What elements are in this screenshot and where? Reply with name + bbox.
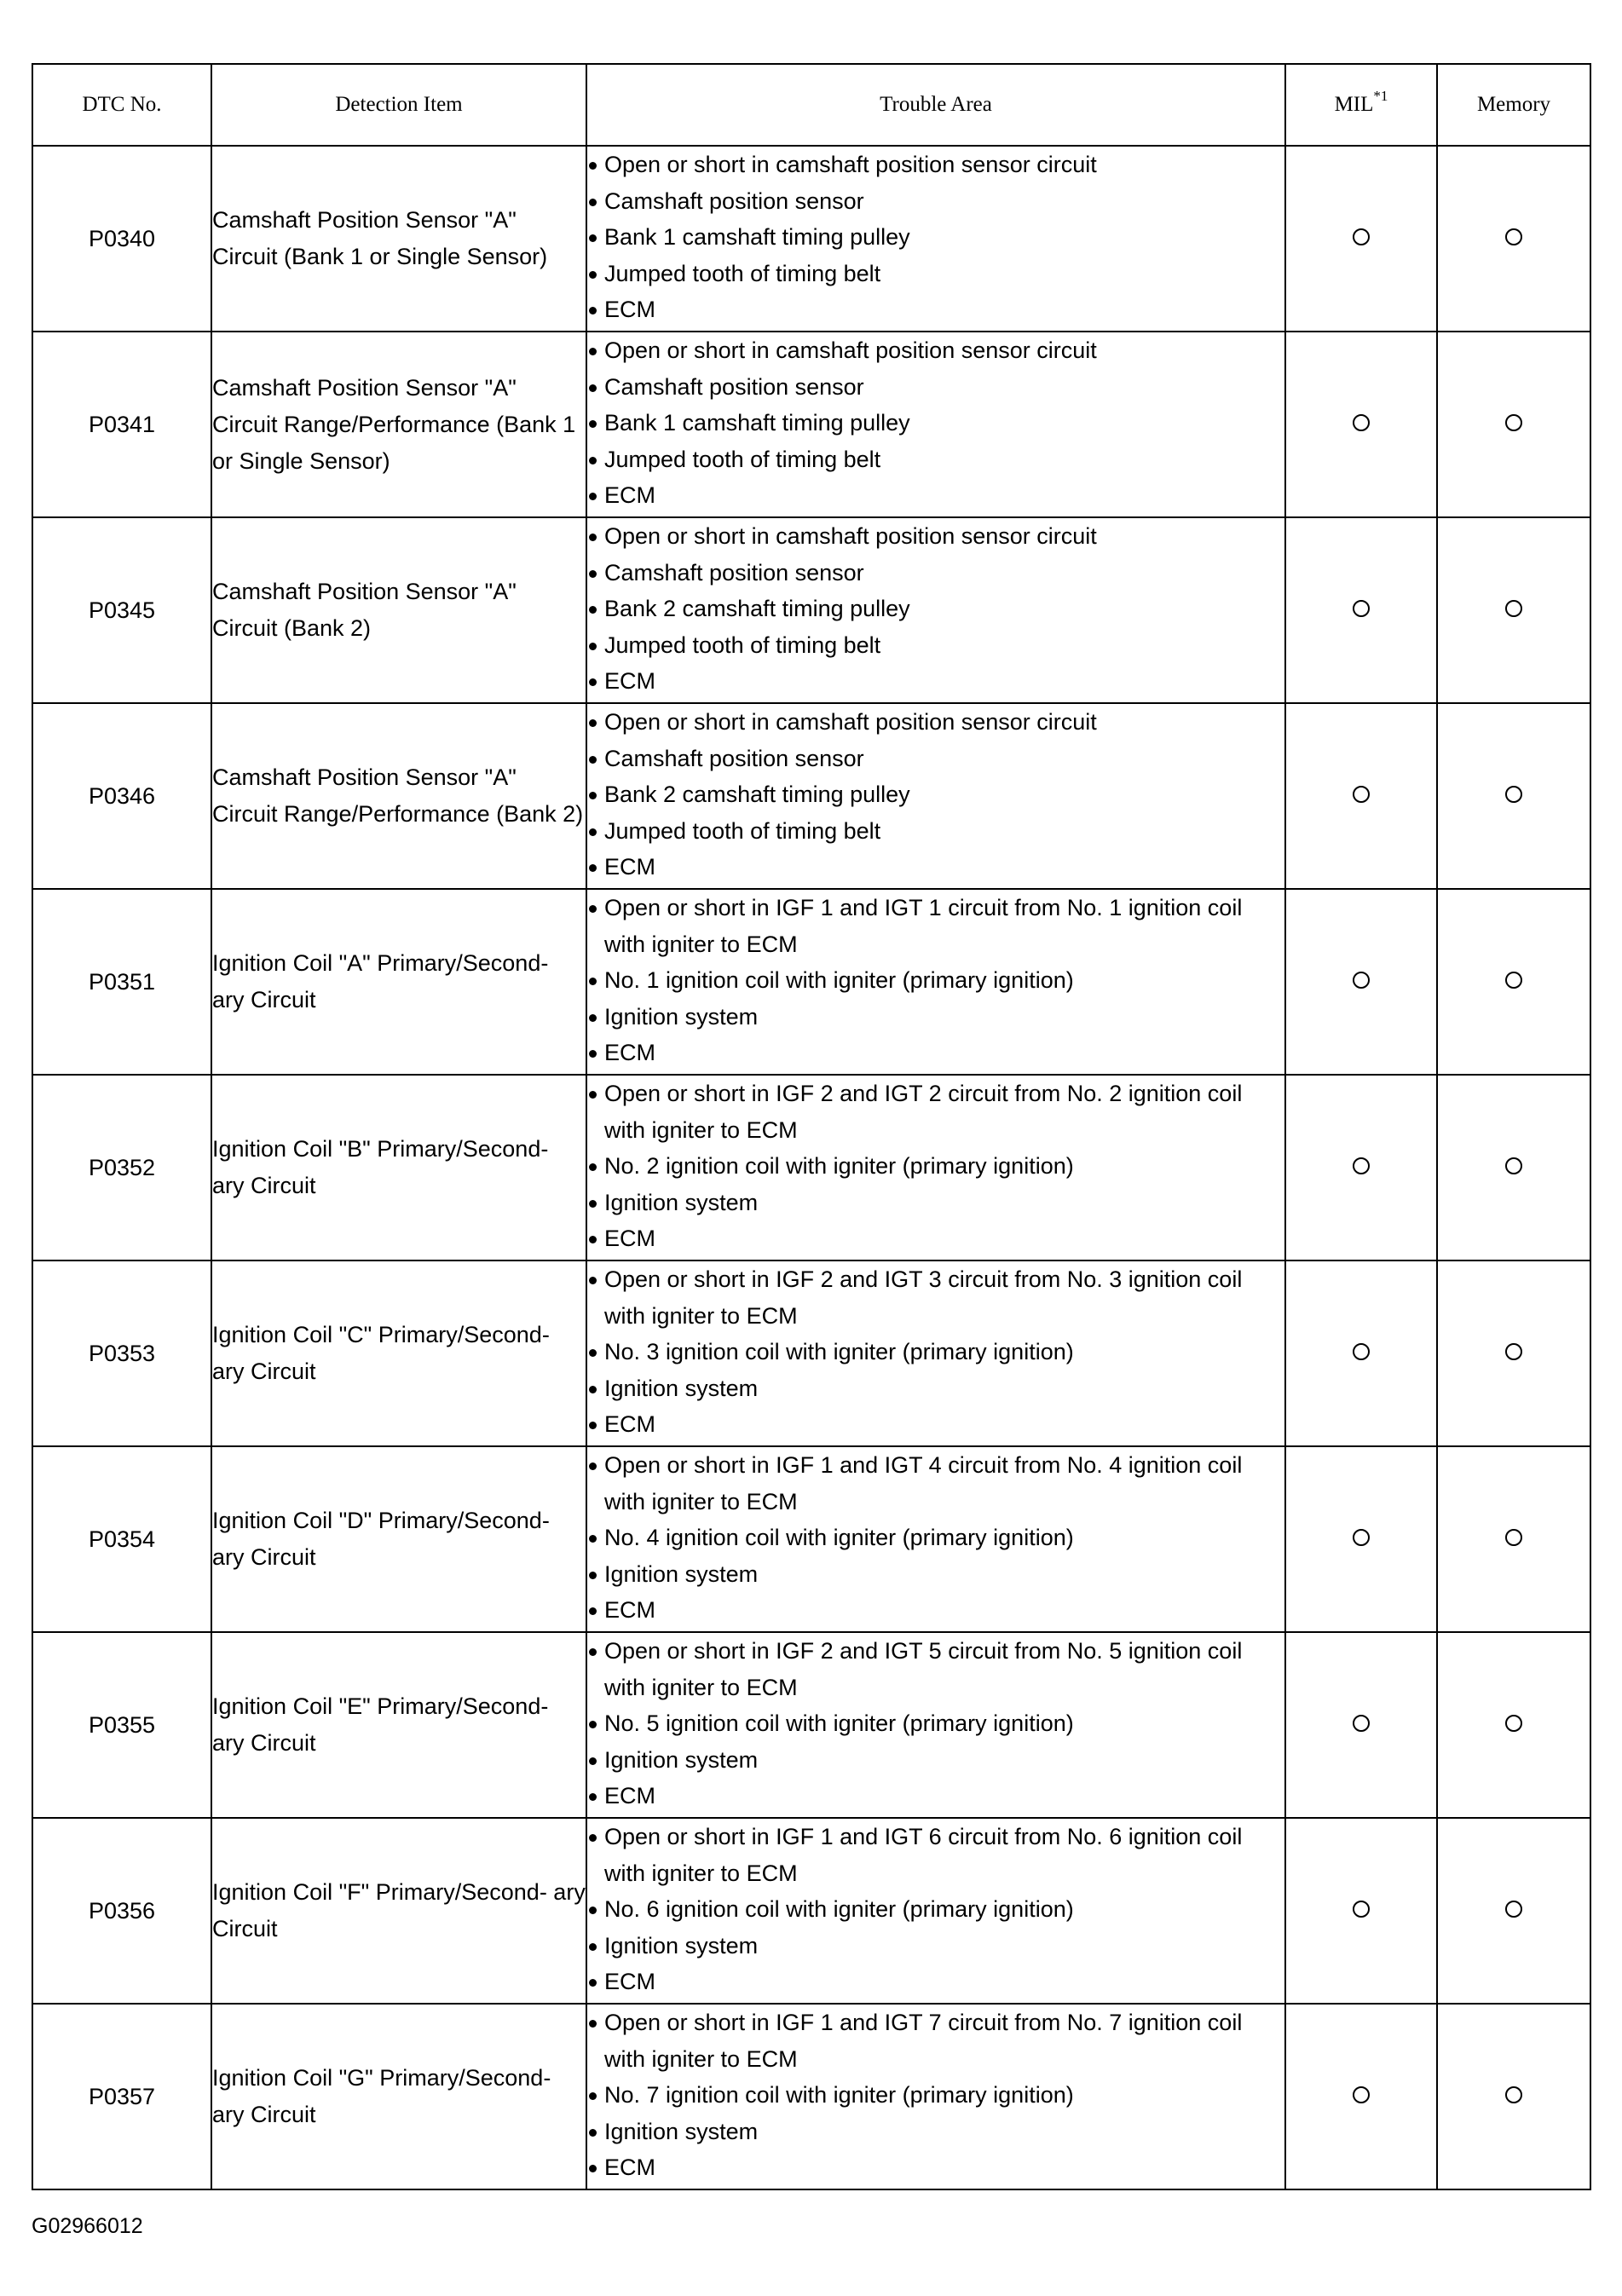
header-mil-label: MIL xyxy=(1334,93,1374,116)
trouble-area-list xyxy=(587,2005,1284,2186)
trouble-area-item: Camshaft position sensor xyxy=(587,369,1284,406)
mil-circle-icon xyxy=(1353,972,1370,989)
trouble-area-item: No. 4 ignition coil with igniter (primary ignition) xyxy=(587,1520,1284,1556)
mil-circle-icon xyxy=(1353,1901,1370,1918)
trouble-area-list xyxy=(587,332,1284,514)
trouble-area-item: Open or short in IGF 2 and IGT 3 circuit from No. 3 ignition coil with igniter to ECM xyxy=(587,1261,1284,1334)
trouble-area-item: No. 6 ignition coil with igniter (primary ignition) xyxy=(587,1891,1284,1928)
detection-item: Ignition Coil "E" Primary/Second- ary Circuit xyxy=(211,1632,586,1818)
memory-circle-icon xyxy=(1505,228,1522,245)
memory-circle-icon xyxy=(1505,1529,1522,1546)
trouble-area-item: Camshaft position sensor xyxy=(587,183,1284,220)
dtc-code: P0356 xyxy=(32,1818,211,2004)
trouble-area-item: Open or short in IGF 1 and IGT 7 circuit from No. 7 ignition coil with igniter to ECM xyxy=(587,2005,1284,2077)
trouble-area-list xyxy=(587,518,1284,700)
trouble-area xyxy=(586,517,1285,703)
trouble-area-item: Open or short in camshaft position sensor circuit xyxy=(587,147,1284,183)
trouble-area-item: ECM xyxy=(587,1964,1284,2000)
header-dtc-no: DTC No. xyxy=(32,64,211,146)
trouble-area-item: Bank 1 camshaft timing pulley xyxy=(587,405,1284,441)
trouble-area xyxy=(586,1632,1285,1818)
trouble-area-item: Camshaft position sensor xyxy=(587,555,1284,591)
table-row xyxy=(32,889,1590,1075)
trouble-area-item: Open or short in IGF 1 and IGT 4 circuit from No. 4 ignition coil with igniter to ECM xyxy=(587,1447,1284,1520)
header-trouble-area: Trouble Area xyxy=(586,64,1285,146)
trouble-area-item: Open or short in camshaft position sensor circuit xyxy=(587,518,1284,555)
table-row xyxy=(32,1075,1590,1260)
memory-circle-icon xyxy=(1505,972,1522,989)
memory-cell xyxy=(1437,332,1590,517)
trouble-area-item: ECM xyxy=(587,663,1284,700)
table-row xyxy=(32,332,1590,517)
trouble-area-item: ECM xyxy=(587,1035,1284,1071)
trouble-area-item: Open or short in IGF 2 and IGT 2 circuit from No. 2 ignition coil with igniter to ECM xyxy=(587,1076,1284,1148)
detection-item: Ignition Coil "F" Primary/Second- ary Circuit xyxy=(211,1818,586,2004)
trouble-area-item: Jumped tooth of timing belt xyxy=(587,627,1284,664)
dtc-code: P0341 xyxy=(32,332,211,517)
mil-cell xyxy=(1285,1446,1437,1632)
mil-circle-icon xyxy=(1353,1529,1370,1546)
trouble-area-item: Open or short in camshaft position sensor circuit xyxy=(587,332,1284,369)
table-row xyxy=(32,1446,1590,1632)
memory-cell xyxy=(1437,889,1590,1075)
mil-circle-icon xyxy=(1353,414,1370,431)
trouble-area-item: Jumped tooth of timing belt xyxy=(587,256,1284,292)
dtc-code: P0354 xyxy=(32,1446,211,1632)
mil-cell xyxy=(1285,517,1437,703)
table-row xyxy=(32,2004,1590,2189)
header-detection-item: Detection Item xyxy=(211,64,586,146)
trouble-area-list xyxy=(587,1447,1284,1629)
memory-circle-icon xyxy=(1505,2086,1522,2103)
mil-cell xyxy=(1285,1818,1437,2004)
table-row xyxy=(32,703,1590,889)
trouble-area-item: Ignition system xyxy=(587,999,1284,1036)
detection-item: Ignition Coil "G" Primary/Second- ary Circuit xyxy=(211,2004,586,2189)
mil-cell xyxy=(1285,1075,1437,1260)
trouble-area-item: ECM xyxy=(587,1220,1284,1257)
memory-cell xyxy=(1437,2004,1590,2189)
table-row xyxy=(32,146,1590,332)
trouble-area xyxy=(586,1446,1285,1632)
mil-circle-icon xyxy=(1353,1157,1370,1174)
detection-item: Camshaft Position Sensor "A" Circuit Range/Performance (Bank 1 or Single Sensor) xyxy=(211,332,586,517)
mil-cell xyxy=(1285,1260,1437,1446)
mil-cell xyxy=(1285,1632,1437,1818)
dtc-code: P0345 xyxy=(32,517,211,703)
trouble-area-item: No. 1 ignition coil with igniter (primary ignition) xyxy=(587,962,1284,999)
mil-circle-icon xyxy=(1353,2086,1370,2103)
dtc-code: P0352 xyxy=(32,1075,211,1260)
trouble-area-list xyxy=(587,147,1284,328)
mil-cell xyxy=(1285,146,1437,332)
trouble-area-item: Open or short in camshaft position sensor circuit xyxy=(587,704,1284,741)
trouble-area-item: Jumped tooth of timing belt xyxy=(587,441,1284,478)
detection-item: Camshaft Position Sensor "A" Circuit (Bank 1 or Single Sensor) xyxy=(211,146,586,332)
dtc-code: P0353 xyxy=(32,1260,211,1446)
trouble-area-item: ECM xyxy=(587,1778,1284,1814)
trouble-area-item: No. 5 ignition coil with igniter (primary ignition) xyxy=(587,1705,1284,1742)
dtc-table-body xyxy=(32,146,1590,2189)
header-mil xyxy=(1285,64,1437,146)
trouble-area-item: Bank 1 camshaft timing pulley xyxy=(587,219,1284,256)
memory-cell xyxy=(1437,1446,1590,1632)
trouble-area-item: ECM xyxy=(587,849,1284,886)
memory-circle-icon xyxy=(1505,600,1522,617)
dtc-code: P0357 xyxy=(32,2004,211,2189)
table-row xyxy=(32,1260,1590,1446)
memory-cell xyxy=(1437,1075,1590,1260)
memory-cell xyxy=(1437,703,1590,889)
detection-item: Ignition Coil "C" Primary/Second- ary Circuit xyxy=(211,1260,586,1446)
trouble-area xyxy=(586,146,1285,332)
table-row xyxy=(32,1632,1590,1818)
trouble-area-item: Ignition system xyxy=(587,1928,1284,1964)
trouble-area-list xyxy=(587,1633,1284,1814)
detection-item: Ignition Coil "D" Primary/Second- ary Circuit xyxy=(211,1446,586,1632)
trouble-area xyxy=(586,1260,1285,1446)
trouble-area-list xyxy=(587,1076,1284,1257)
trouble-area-item: Open or short in IGF 1 and IGT 1 circuit from No. 1 ignition coil with igniter to ECM xyxy=(587,890,1284,962)
dtc-code: P0351 xyxy=(32,889,211,1075)
mil-circle-icon xyxy=(1353,1715,1370,1732)
trouble-area-item: Ignition system xyxy=(587,1185,1284,1221)
memory-circle-icon xyxy=(1505,1901,1522,1918)
memory-circle-icon xyxy=(1505,786,1522,803)
trouble-area-item: ECM xyxy=(587,477,1284,514)
header-memory: Memory xyxy=(1437,64,1590,146)
trouble-area-item: ECM xyxy=(587,291,1284,328)
trouble-area-item: ECM xyxy=(587,2149,1284,2186)
trouble-area-item: No. 3 ignition coil with igniter (primary ignition) xyxy=(587,1334,1284,1370)
memory-cell xyxy=(1437,146,1590,332)
trouble-area-item: No. 7 ignition coil with igniter (primary ignition) xyxy=(587,2077,1284,2114)
trouble-area-item: ECM xyxy=(587,1406,1284,1443)
trouble-area-list xyxy=(587,1819,1284,2000)
trouble-area-item: Jumped tooth of timing belt xyxy=(587,813,1284,850)
mil-cell xyxy=(1285,889,1437,1075)
detection-item: Camshaft Position Sensor "A" Circuit Range/Performance (Bank 2) xyxy=(211,703,586,889)
memory-cell xyxy=(1437,1260,1590,1446)
dtc-table xyxy=(32,63,1591,2190)
memory-circle-icon xyxy=(1505,414,1522,431)
trouble-area-list xyxy=(587,704,1284,886)
trouble-area xyxy=(586,889,1285,1075)
trouble-area-item: No. 2 ignition coil with igniter (primary ignition) xyxy=(587,1148,1284,1185)
trouble-area-item: Ignition system xyxy=(587,1742,1284,1779)
memory-cell xyxy=(1437,517,1590,703)
mil-circle-icon xyxy=(1353,1343,1370,1360)
trouble-area-item: Bank 2 camshaft timing pulley xyxy=(587,776,1284,813)
dtc-code: P0346 xyxy=(32,703,211,889)
trouble-area-item: Bank 2 camshaft timing pulley xyxy=(587,591,1284,627)
header-row xyxy=(32,64,1590,146)
mil-circle-icon xyxy=(1353,228,1370,245)
figure-id: G02966012 xyxy=(32,2214,143,2238)
mil-cell xyxy=(1285,2004,1437,2189)
memory-cell xyxy=(1437,1632,1590,1818)
memory-cell xyxy=(1437,1818,1590,2004)
trouble-area xyxy=(586,2004,1285,2189)
table-row xyxy=(32,517,1590,703)
header-mil-footnote: *1 xyxy=(1373,88,1388,104)
detection-item: Camshaft Position Sensor "A" Circuit (Bank 2) xyxy=(211,517,586,703)
trouble-area-item: ECM xyxy=(587,1592,1284,1629)
mil-circle-icon xyxy=(1353,786,1370,803)
dtc-code: P0355 xyxy=(32,1632,211,1818)
trouble-area-item: Open or short in IGF 2 and IGT 5 circuit from No. 5 ignition coil with igniter to ECM xyxy=(587,1633,1284,1705)
trouble-area-item: Open or short in IGF 1 and IGT 6 circuit from No. 6 ignition coil with igniter to ECM xyxy=(587,1819,1284,1891)
detection-item: Ignition Coil "B" Primary/Second- ary Circuit xyxy=(211,1075,586,1260)
trouble-area-list xyxy=(587,1261,1284,1443)
trouble-area xyxy=(586,703,1285,889)
trouble-area xyxy=(586,1075,1285,1260)
mil-circle-icon xyxy=(1353,600,1370,617)
detection-item: Ignition Coil "A" Primary/Second- ary Circuit xyxy=(211,889,586,1075)
trouble-area-item: Ignition system xyxy=(587,2114,1284,2150)
table-row xyxy=(32,1818,1590,2004)
memory-circle-icon xyxy=(1505,1715,1522,1732)
trouble-area-item: Camshaft position sensor xyxy=(587,741,1284,777)
mil-cell xyxy=(1285,703,1437,889)
trouble-area-item: Ignition system xyxy=(587,1370,1284,1407)
trouble-area-list xyxy=(587,890,1284,1071)
memory-circle-icon xyxy=(1505,1157,1522,1174)
trouble-area xyxy=(586,1818,1285,2004)
memory-circle-icon xyxy=(1505,1343,1522,1360)
trouble-area-item: Ignition system xyxy=(587,1556,1284,1593)
mil-cell xyxy=(1285,332,1437,517)
trouble-area xyxy=(586,332,1285,517)
dtc-code: P0340 xyxy=(32,146,211,332)
